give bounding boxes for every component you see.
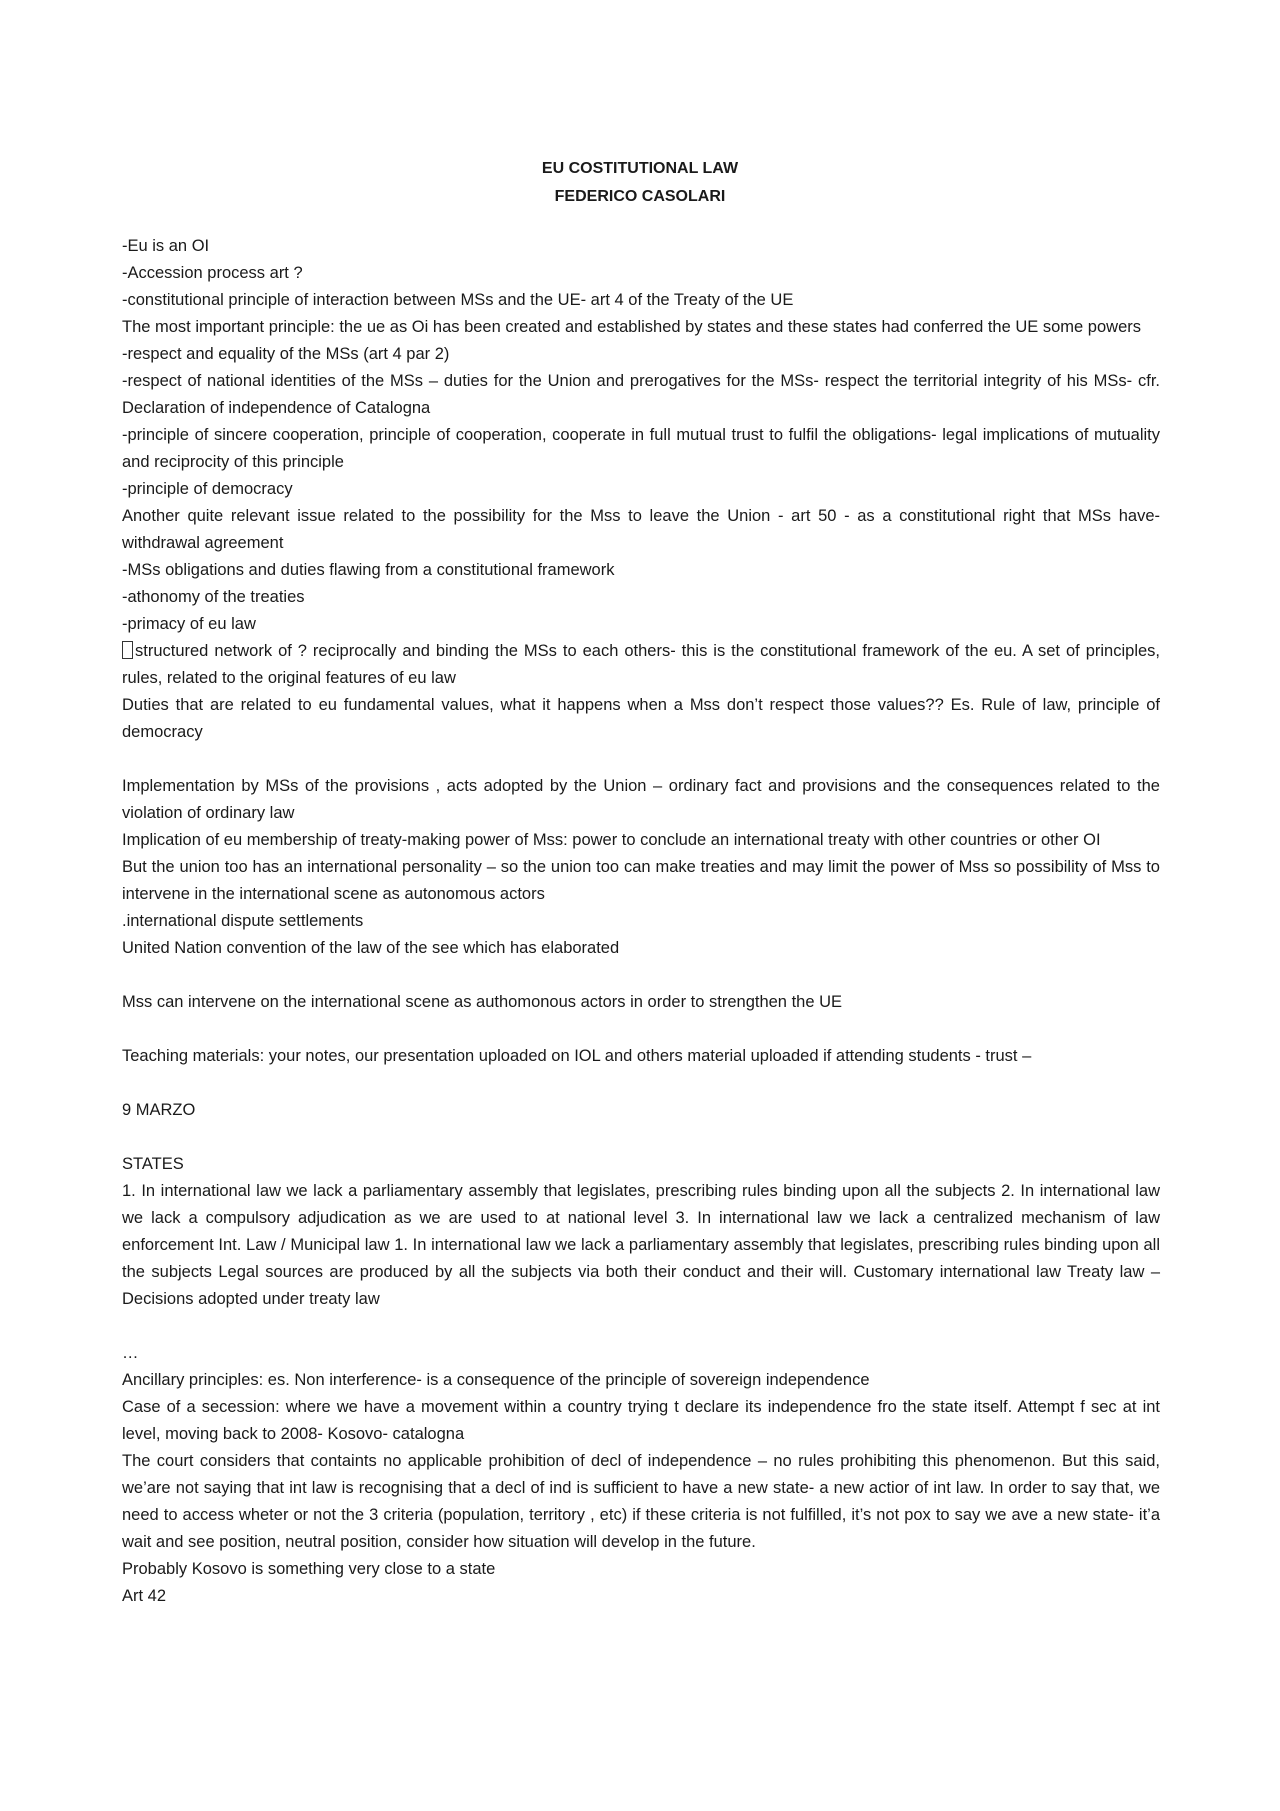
paragraph: -respect and equality of the MSs (art 4 par 2): [122, 345, 450, 363]
blank-line: [122, 1313, 1160, 1340]
paragraph: Teaching materials: your notes, our presentation uploaded on IOL and others material uploaded if attending students - trust –: [122, 1047, 1032, 1065]
paragraph: .international dispute settlements: [122, 912, 364, 930]
section-date: 9 MARZO: [122, 1101, 196, 1119]
paragraph: Ancillary principles: es. Non interference- is a consequence of the principle of sovereign independence: [122, 1371, 870, 1389]
blank-line: [122, 746, 1160, 773]
paragraph: -MSs obligations and duties flawing from a constitutional framework: [122, 561, 615, 579]
blank-line: [122, 1016, 1160, 1043]
paragraph: United Nation convention of the law of the see which has elaborated: [122, 939, 620, 957]
paragraph: Probably Kosovo is something very close to a state: [122, 1560, 496, 1578]
paragraph-text: structured network of ? reciprocally and binding the MSs to each others- this is the constitutional framework of the eu. A set of principles, rules, related to the original features of eu law: [122, 642, 1160, 687]
paragraph: Implementation by MSs of the provisions , acts adopted by the Union – ordinary fact and provisions and the consequences related to the violation of ordinary law: [122, 777, 1160, 822]
paragraph: Duties that are related to eu fundamental values, what it happens when a Mss don’t respect those values?? Es. Rule of law, principle of democracy: [122, 696, 1160, 741]
paragraph: -principle of sincere cooperation, principle of cooperation, cooperate in full mutual trust to fulfil the obligations- legal implications of mutuality and reciprocity of this principle: [122, 426, 1160, 471]
paragraph: -Eu is an OI: [122, 237, 210, 255]
document-body: [122, 233, 1160, 1610]
document-header: [0, 155, 1280, 211]
paragraph: 1. In international law we lack a parliamentary assembly that legislates, prescribing rules binding upon all the subjects 2. In international law we lack a compulsory adjudication as we are used to at national level 3. In international law we lack a centralized mechanism of law enforcement Int. Law / Municipal law 1. In international law we lack a parliamentary assembly that legislates, prescribing rules binding upon all the subjects Legal sources are produced by all the subjects via both their conduct and their will. Customary international law Treaty law – Decisions adopted under treaty law: [122, 1182, 1160, 1308]
paragraph: Mss can intervene on the international scene as authomonous actors in order to strengthen the UE: [122, 993, 843, 1011]
paragraph: But the union too has an international personality – so the union too can make treaties and may limit the power of Mss so possibility of Mss to intervene in the international scene as autonomous actors: [122, 858, 1160, 903]
paragraph: -Accession process art ?: [122, 264, 303, 282]
paragraph: The court considers that containts no applicable prohibition of decl of independence – no rules prohibiting this phenomenon. But this said, we’are not saying that int law is recognising that a decl of ind is sufficient to have a new state- a new actior of int law. In order to say that, we need to access wheter or not the 3 criteria (population, territory , etc) if these criteria is not fulfilled, it’s not pox to say we ave a new state- it’a wait and see position, neutral position, consider how situation will develop in the future.: [122, 1452, 1160, 1551]
document-title: EU COSTITUTIONAL LAW: [541, 160, 739, 177]
missing-glyph-icon: [122, 641, 133, 659]
section-heading: STATES: [122, 1155, 184, 1173]
paragraph: -primacy of eu law: [122, 615, 256, 633]
paragraph-with-symbol: [122, 638, 1160, 692]
paragraph: Implication of eu membership of treaty-making power of Mss: power to conclude an international treaty with other countries or other OI: [122, 831, 1101, 849]
paragraph: Case of a secession: where we have a movement within a country trying t declare its independence fro the state itself. Attempt f sec at int level, moving back to 2008- Kosovo- catalogna: [122, 1398, 1160, 1443]
paragraph: -constitutional principle of interaction between MSs and the UE- art 4 of the Treaty of the UE: [122, 291, 794, 309]
paragraph: Art 42: [122, 1587, 167, 1605]
blank-line: [122, 962, 1160, 989]
paragraph: -respect of national identities of the MSs – duties for the Union and prerogatives for the MSs- respect the territorial integrity of his MSs- cfr. Declaration of independence of Catalogna: [122, 372, 1160, 417]
paragraph: -athonomy of the treaties: [122, 588, 305, 606]
paragraph: Another quite relevant issue related to the possibility for the Mss to leave the Union - art 50 - as a constitutional right that MSs have- withdrawal agreement: [122, 507, 1160, 552]
document-author: FEDERICO CASOLARI: [554, 188, 726, 205]
blank-line: [122, 1124, 1160, 1151]
paragraph: The most important principle: the ue as Oi has been created and established by states and these states had conferred the UE some powers: [122, 318, 1141, 336]
ellipsis: …: [122, 1344, 139, 1362]
blank-line: [122, 1070, 1160, 1097]
paragraph: -principle of democracy: [122, 480, 293, 498]
